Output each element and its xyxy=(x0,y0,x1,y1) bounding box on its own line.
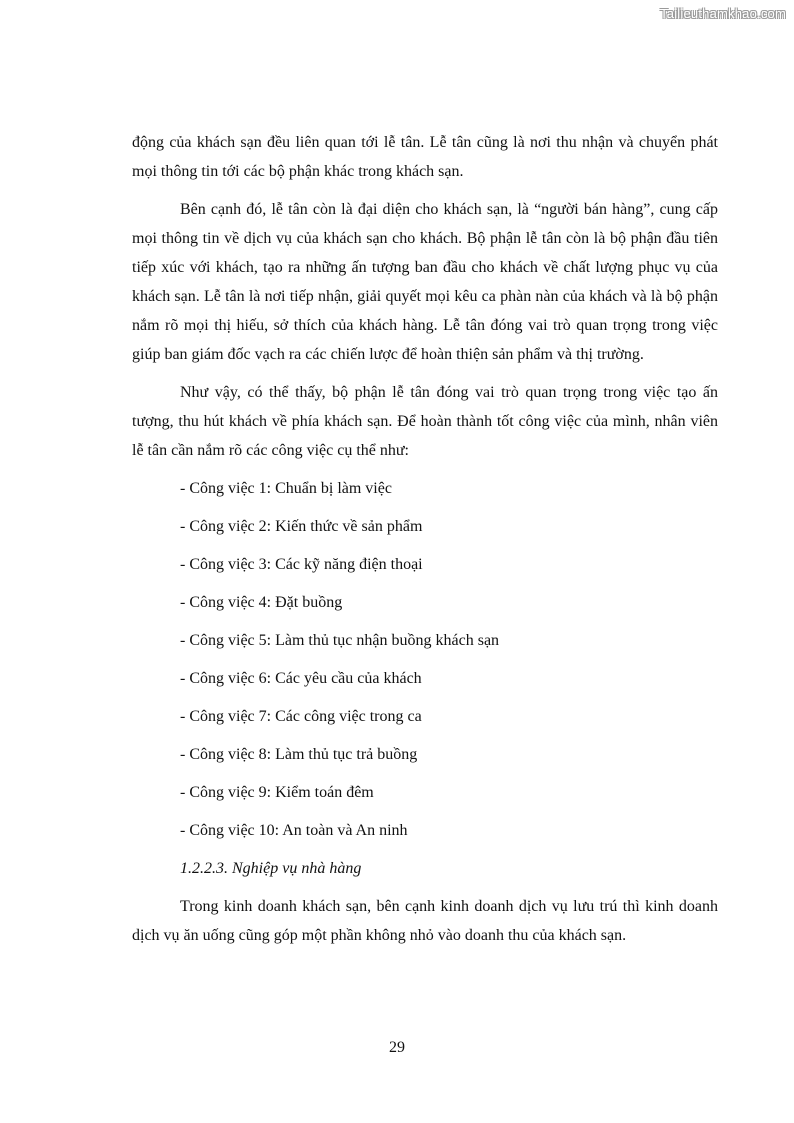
list-item: - Công việc 10: An toàn và An ninh xyxy=(180,822,408,839)
paragraph-continuation: động của khách sạn đều liên quan tới lễ tân. Lễ tân cũng là nơi thu nhận và chuyển phát mọi thông tin tới các bộ phận khác trong khách sạn. xyxy=(132,134,718,180)
list-item: - Công việc 7: Các công việc trong ca xyxy=(180,708,422,725)
paragraph-restaurant: Trong kinh doanh khách sạn, bên cạnh kinh doanh dịch vụ lưu trú thì kinh doanh dịch vụ ăn uống cũng góp một phần không nhỏ vào doanh thu của khách sạn. xyxy=(132,898,718,944)
list-item: - Công việc 3: Các kỹ năng điện thoại xyxy=(180,556,423,573)
paragraph-tasks-intro: Như vậy, có thể thấy, bộ phận lễ tân đóng vai trò quan trọng trong việc tạo ấn tượng, thu hút khách về phía khách sạn. Để hoàn thành tốt công việc của mình, nhân viên lễ tân cần nắm rõ các công việc cụ thể như: xyxy=(132,384,718,459)
section-heading: 1.2.2.3. Nghiệp vụ nhà hàng xyxy=(180,860,362,877)
list-item: - Công việc 5: Làm thủ tục nhận buồng khách sạn xyxy=(180,632,500,649)
task-list xyxy=(132,474,718,845)
list-item: - Công việc 9: Kiểm toán đêm xyxy=(180,784,374,801)
list-item: - Công việc 6: Các yêu cầu của khách xyxy=(180,670,422,687)
document-body xyxy=(132,128,718,959)
list-item: - Công việc 1: Chuẩn bị làm việc xyxy=(180,480,392,497)
paragraph-reception-role: Bên cạnh đó, lễ tân còn là đại diện cho khách sạn, là “người bán hàng”, cung cấp mọi thông tin về dịch vụ của khách sạn cho khách. Bộ phận lễ tân còn là bộ phận đầu tiên tiếp xúc với khách, tạo ra những ấn tượng ban đầu cho khách về chất lượng phục vụ của khách sạn. Lễ tân là nơi tiếp nhận, giải quyết mọi kêu ca phàn nàn của khách và là bộ phận nắm rõ mọi thị hiếu, sở thích của khách hàng. Lễ tân đóng vai trò quan trọng trong việc giúp ban giám đốc vạch ra các chiến lược để hoàn thiện sản phẩm và thị trường. xyxy=(132,201,718,363)
list-item: - Công việc 2: Kiến thức về sản phẩm xyxy=(180,518,423,535)
list-item: - Công việc 8: Làm thủ tục trả buồng xyxy=(180,746,418,763)
page-number: 29 xyxy=(389,1039,405,1056)
list-item: - Công việc 4: Đặt buồng xyxy=(180,594,343,611)
watermark: Tailieuthamkhao.com xyxy=(660,6,786,21)
